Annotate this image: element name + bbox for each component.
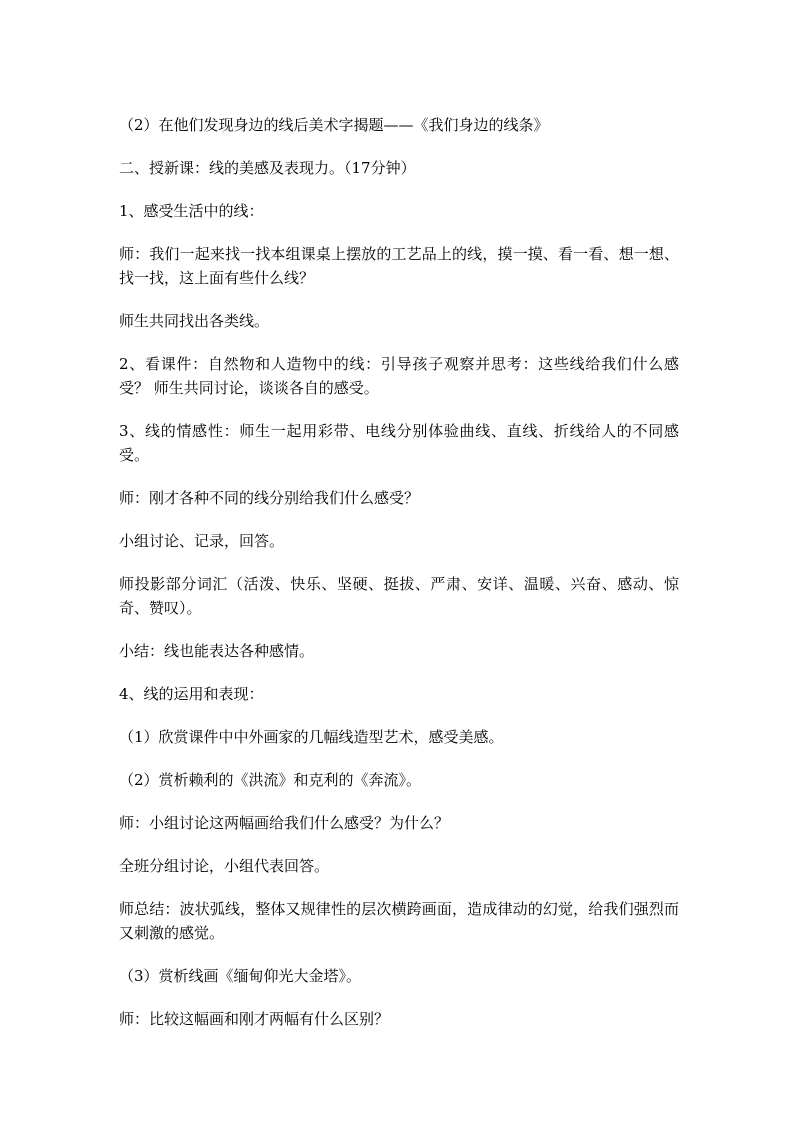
paragraph-analyze-artworks: （2）赏析赖利的《洪流》和克利的《奔流》。 <box>119 771 422 789</box>
subsection-heading-line-expression: 4、线的运用和表现： <box>119 685 264 703</box>
subsection-heading-feel-lines: 1、感受生活中的线： <box>119 202 264 220</box>
paragraph-teacher-prompt-1: 师：我们一起来找一找本组课桌上摆放的工艺品上的线，摸一摸、看一看、想一想、找一找，这上面有些什么线？ <box>119 245 679 287</box>
paragraph-teacher-question: 师：刚才各种不同的线分别给我们什么感受？ <box>119 489 420 507</box>
paragraph-teacher-group-question: 师：小组讨论这两幅画给我们什么感受？为什么？ <box>119 814 450 832</box>
document-body <box>119 113 679 1049</box>
paragraph-appreciate-artists: （1）欣赏课件中中外画家的几幅线造型艺术，感受美感。 <box>119 728 504 746</box>
paragraph-line-emotion: 3、线的情感性：师生一起用彩带、电线分别体验曲线、直线、折线给人的不同感受。 <box>119 422 679 464</box>
section-heading-new-lesson: 二、授新课：线的美感及表现力。（17分钟） <box>119 159 416 177</box>
paragraph-group-discussion: 小组讨论、记录，回答。 <box>119 532 285 550</box>
paragraph-title-reveal: （2）在他们发现身边的线后美术字揭题——《我们身边的线条》 <box>119 116 549 134</box>
paragraph-analyze-line-painting: （3）赏析线画《缅甸仰光大金塔》。 <box>119 967 362 985</box>
paragraph-vocabulary: 师投影部分词汇（活泼、快乐、坚硬、挺拔、严肃、安详、温暖、兴奋、感动、惊奇、赞叹）。 <box>119 575 679 617</box>
paragraph-summary: 小结：线也能表达各种感情。 <box>119 642 315 660</box>
paragraph-teacher-summary: 师总结：波状弧线，整体又规律性的层次横跨画面，造成律动的幻觉，给我们强烈而又刺激的感觉。 <box>119 900 679 942</box>
paragraph-courseware-observation: 2、看课件：自然物和人造物中的线：引导孩子观察并思考：这些线给我们什么感受？ 师生共同讨论，谈谈各自的感受。 <box>119 355 679 397</box>
paragraph-class-discussion: 全班分组讨论，小组代表回答。 <box>119 857 330 875</box>
paragraph-find-lines: 师生共同找出各类线。 <box>119 312 270 330</box>
paragraph-compare-question: 师：比较这幅画和刚才两幅有什么区别？ <box>119 1010 390 1028</box>
